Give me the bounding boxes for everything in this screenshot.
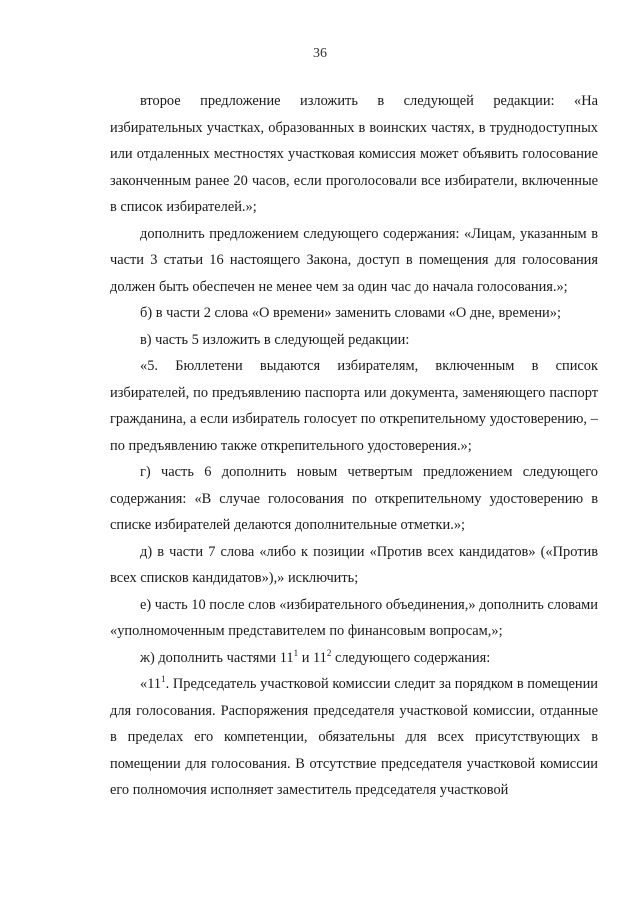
paragraph-part-11-1-text: . Председатель участковой комиссии следит за порядком в помещении для голосования. Распоряжения председателя участковой комиссии, отданные в пределах его компетенции, обязательны для всех присутствующих в помещении для голосования. В отсутствие председателя участковой комиссии его полномочия исполняет заместитель председателя участковой bbox=[110, 676, 598, 798]
document-body bbox=[110, 88, 598, 804]
paragraph-part-5: «5. Бюллетени выдаются избирателям, включенным в список избирателей, по предъявлению паспорта или документа, заменяющего паспорт гражданина, а если избиратель голосует по открепительному удостоверению, – по предъявлению также открепительного удостоверения.»; bbox=[110, 358, 598, 454]
paragraph-zh-mid: и 11 bbox=[298, 649, 327, 666]
paragraph-g: г) часть 6 дополнить новым четвертым предложением следующего содержания: «В случае голосования по открепительному удостоверению в списке избирателей делаются дополнительные отметки.»; bbox=[110, 464, 598, 533]
paragraph-zh-pre: ж) дополнить частями 11 bbox=[140, 649, 294, 666]
superscript: 2 bbox=[326, 647, 332, 658]
paragraph-zh bbox=[110, 645, 598, 672]
paragraph-b: б) в части 2 слова «О времени» заменить словами «О дне, времени»; bbox=[140, 305, 561, 321]
superscript: 1 bbox=[293, 647, 299, 658]
paragraph-v: в) часть 5 изложить в следующей редакции: bbox=[140, 331, 410, 348]
paragraph-d: д) в части 7 слова «либо к позиции «Против всех кандидатов» («Против всех списков кандидатов»),» исключить; bbox=[110, 543, 598, 586]
paragraph-part-11-1 bbox=[110, 671, 598, 804]
paragraph-zh-post: следующего содержания: bbox=[331, 649, 491, 666]
paragraph-part-11-1-pre: «11 bbox=[140, 676, 162, 692]
superscript: 1 bbox=[161, 674, 166, 684]
paragraph-second-sentence: второе предложение изложить в следующей редакции: «На избирательных участках, образованных в воинских частях, в труднодоступных или отдаленных местностях участковая комиссия может объявить голосование законченным ранее 20 часов, если проголосовали все избиратели, включенные в список избирателей.»; bbox=[110, 93, 598, 215]
page-number: 36 bbox=[313, 46, 327, 61]
paragraph-e: е) часть 10 после слов «избирательного объединения,» дополнить словами «уполномоченным представителем по финансовым вопросам,»; bbox=[110, 596, 598, 639]
paragraph-add-sentence: дополнить предложением следующего содержания: «Лицам, указанным в части 3 статьи 16 настоящего Закона, доступ в помещения для голосования должен быть обеспечен не менее чем за один час до начала голосования.»; bbox=[110, 225, 598, 295]
